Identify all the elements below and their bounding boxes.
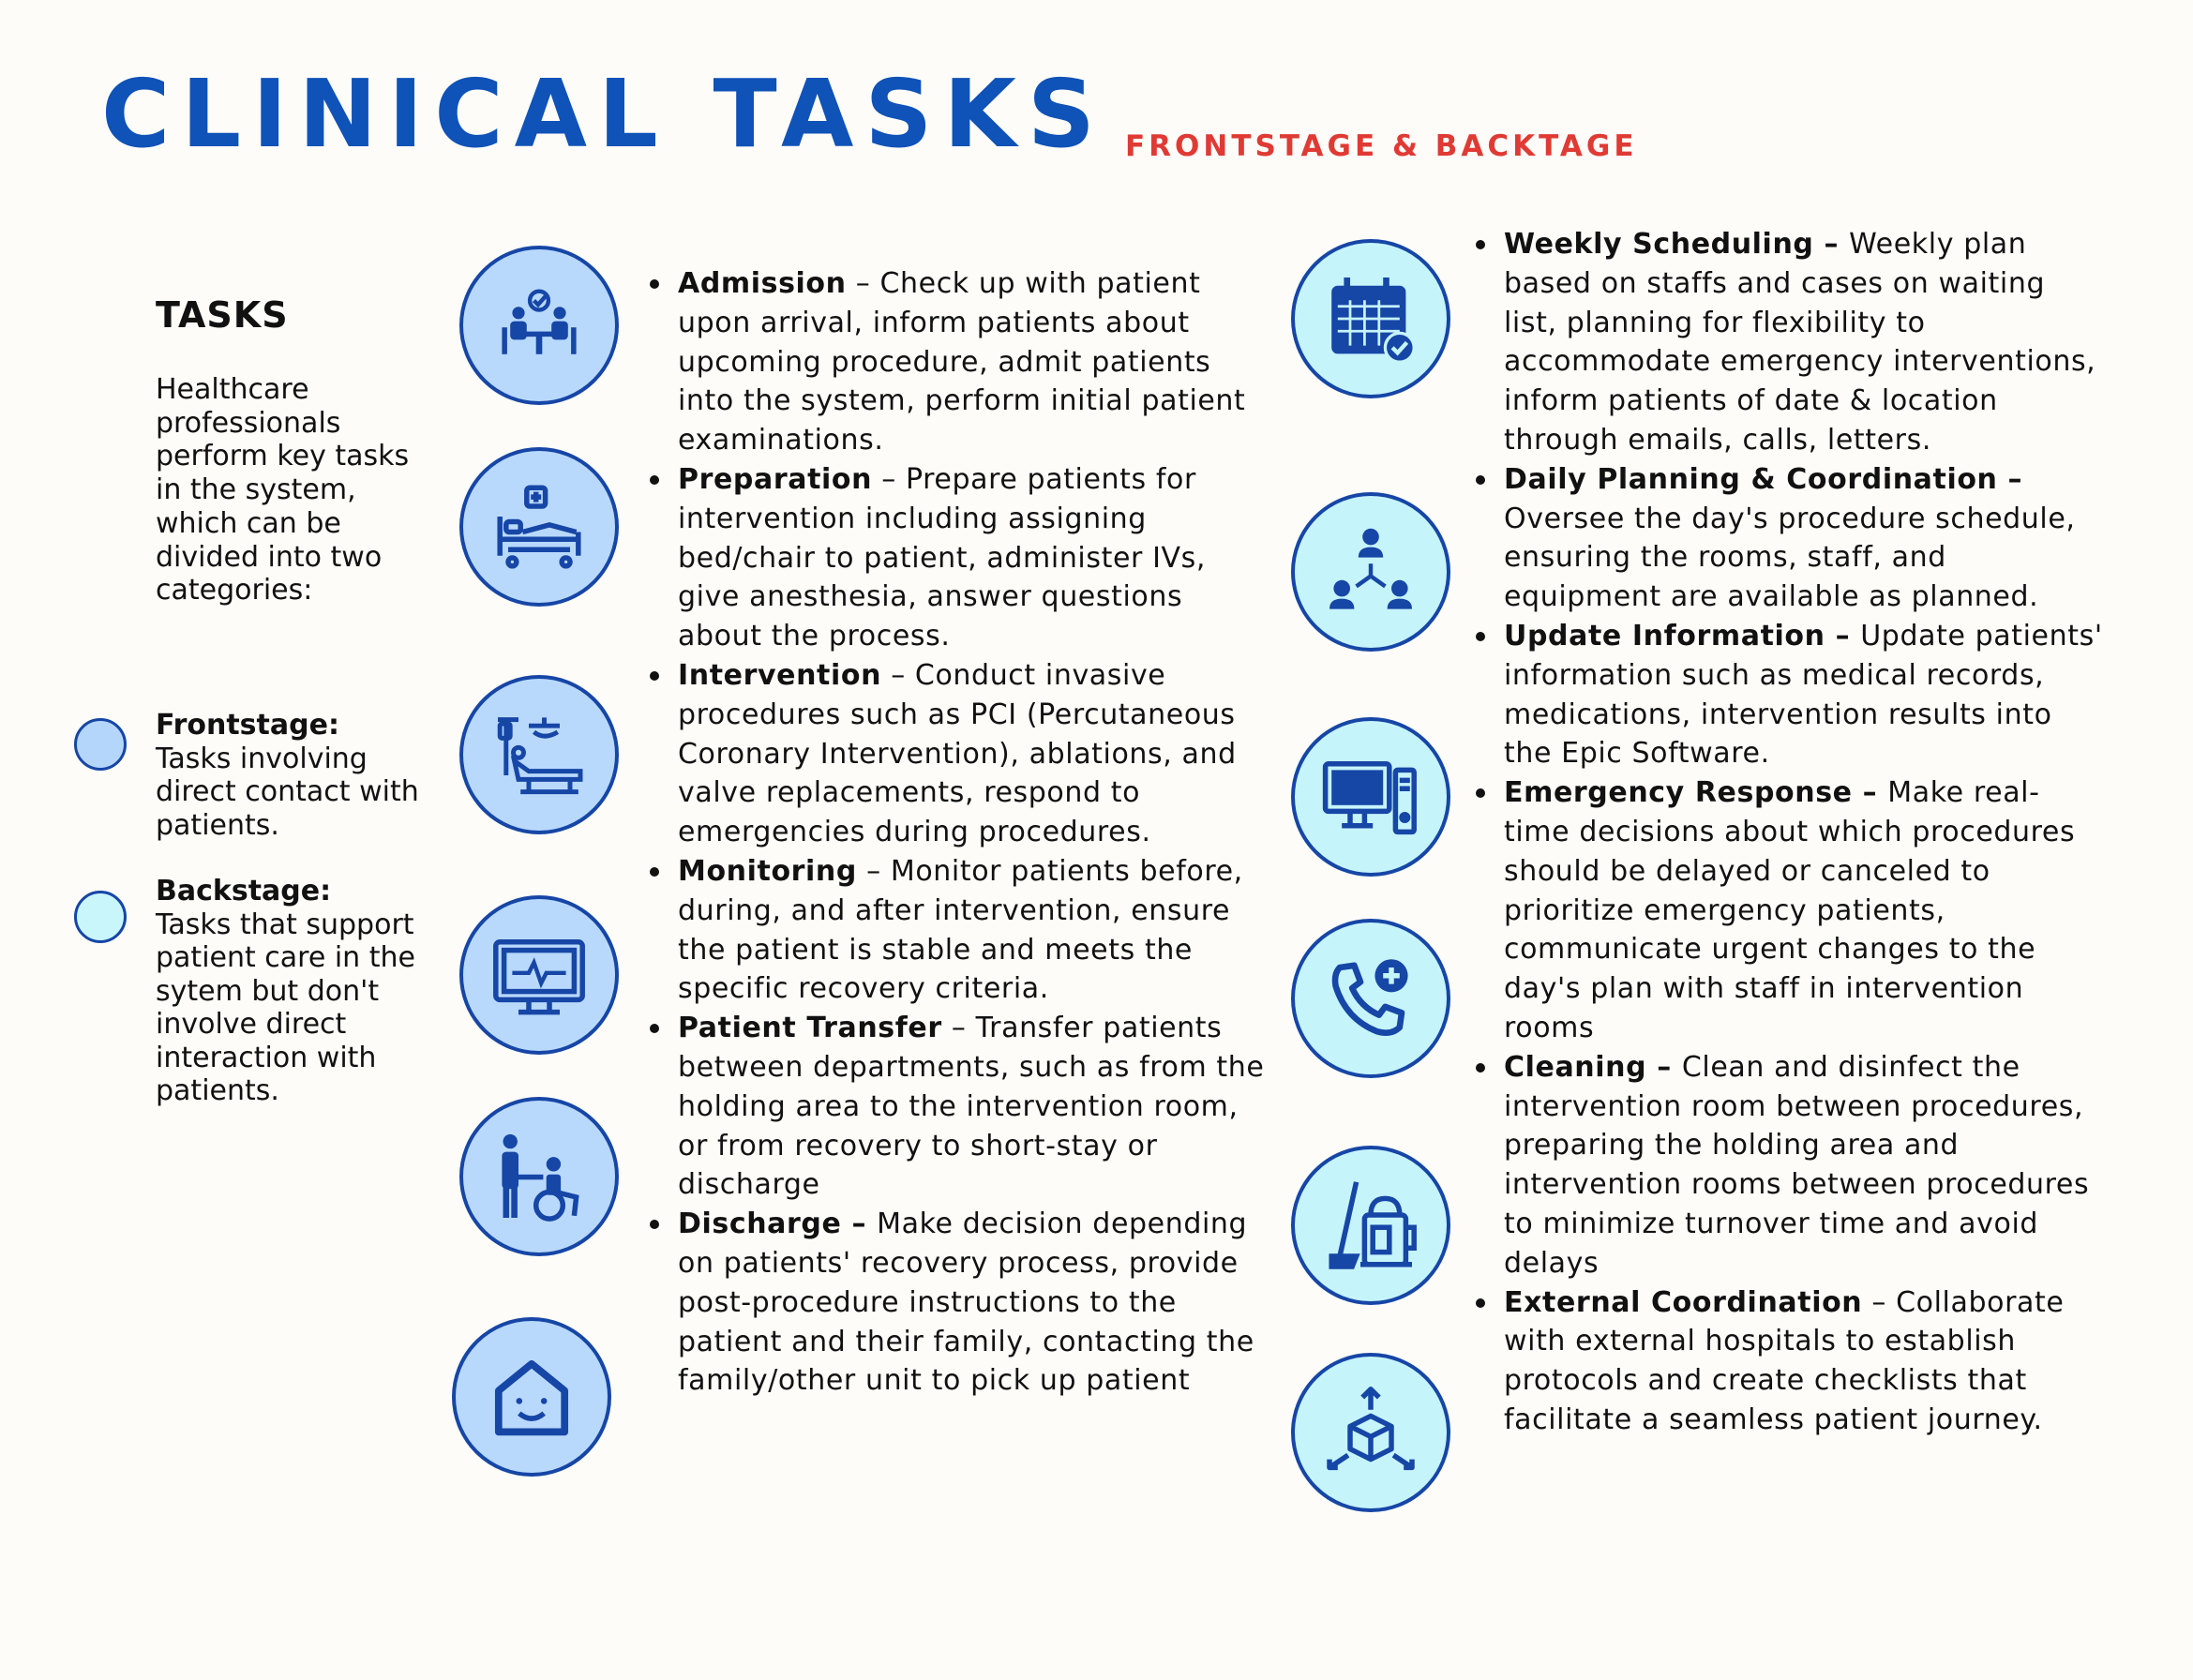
task-term: Patient Transfer <box>678 1012 942 1045</box>
happy-home-icon <box>452 1317 611 1477</box>
task-monitoring <box>678 852 1270 1009</box>
task-cleaning <box>1504 1048 2104 1283</box>
team-hierarchy-icon <box>1291 492 1450 652</box>
tasks-intro: Healthcare professionals perform key tasks in the system, which can be divided into two categories: <box>156 373 410 608</box>
task-term: Emergency Response – <box>1504 776 1888 810</box>
wheelchair-transfer-icon <box>459 1097 619 1256</box>
cleaning-supplies-icon <box>1291 1146 1450 1305</box>
backstage-legend-dot <box>74 891 127 943</box>
task-desc: Weekly plan based on staffs and cases on waiting list, planning for flexibility to accommodate emergency interventions, inform patients of date & location through emails, calls, letters. <box>1504 228 2096 457</box>
task-desc: – Transfer patients between departments, such as from the holding area to the intervention room, or from recovery to short-stay or discharge <box>678 1012 1265 1202</box>
task-term: Daily Planning & Coordination – <box>1504 462 2023 496</box>
frontstage-legend <box>156 709 428 842</box>
task-term: External Coordination <box>1504 1285 1863 1319</box>
task-discharge <box>678 1205 1270 1401</box>
task-term: Cleaning – <box>1504 1050 1682 1084</box>
emergency-call-icon <box>1291 919 1450 1078</box>
task-emergency-response <box>1504 773 2104 1048</box>
task-desc: – Prepare patients for intervention including assigning bed/chair to patient, administer IVs, give anesthesia, answer questions about the process. <box>678 462 1207 653</box>
page-subtitle: FRONTSTAGE & BACKTAGE <box>1125 129 1638 163</box>
task-daily-planning <box>1504 460 2104 617</box>
network-box-icon <box>1291 1353 1450 1512</box>
task-update-information <box>1504 617 2104 773</box>
task-patient-transfer <box>678 1009 1270 1205</box>
task-desc: Make real-time decisions about which procedures should be delayed or canceled to prioritize emergency patients, communicate urgent changes to the day's plan with staff in intervention rooms <box>1504 776 2076 1044</box>
operating-room-icon <box>459 675 619 834</box>
frontstage-legend-dot <box>74 718 127 771</box>
task-term: Discharge – <box>678 1208 878 1241</box>
page-title: CLINICAL TASKS <box>101 59 1106 169</box>
task-desc: Clean and disinfect the intervention room between procedures, preparing the holding area and intervention rooms between procedures to minimize turnover time and avoid delays <box>1504 1050 2090 1280</box>
task-desc: – Collaborate with external hospitals to establish protocols and create checklists that facilitate a seamless patient journey. <box>1504 1285 2065 1436</box>
backstage-task-list <box>1504 225 2104 1440</box>
task-term: Update Information – <box>1504 619 1861 652</box>
task-desc: Make decision depending on patients' recovery process, provide post-procedure instructions to the patient and their family, contacting the family/other unit to pick up patient <box>678 1208 1254 1398</box>
task-weekly-scheduling <box>1504 225 2104 460</box>
task-term: Weekly Scheduling – <box>1504 228 1850 261</box>
backstage-text: Tasks that support patient care in the sytem but don't involve direct interaction with patients. <box>156 908 415 1107</box>
task-term: Monitoring <box>678 854 857 888</box>
consultation-icon <box>459 246 619 405</box>
task-term: Preparation <box>678 462 873 496</box>
task-preparation <box>678 460 1270 656</box>
task-desc: – Check up with patient upon arrival, inform patients about upcoming procedure, admit patients into the system, perform initial patient examinations. <box>678 267 1246 458</box>
heart-monitor-icon <box>459 895 619 1055</box>
hospital-bed-icon <box>459 447 619 607</box>
task-intervention <box>678 656 1270 852</box>
backstage-label: Backstage: <box>156 875 332 908</box>
task-desc: Oversee the day's procedure schedule, ensuring the rooms, staff, and equipment are available as planned. <box>1504 502 2076 614</box>
task-desc: Update patients' information such as medical records, medications, intervention results into the Epic Software. <box>1504 619 2103 771</box>
frontstage-task-list <box>678 264 1270 1401</box>
desktop-computer-icon <box>1291 717 1450 877</box>
frontstage-label: Frontstage: <box>156 709 339 742</box>
backstage-legend <box>156 875 437 1108</box>
task-external-coordination <box>1504 1283 2104 1440</box>
calendar-check-icon <box>1291 239 1450 398</box>
tasks-heading: TASKS <box>156 294 289 336</box>
task-term: Admission <box>678 267 847 300</box>
task-desc: – Monitor patients before, during, and after intervention, ensure the patient is stable and meets the specific recovery criteria. <box>678 854 1243 1006</box>
task-term: Intervention <box>678 658 882 692</box>
frontstage-text: Tasks involving direct contact with patients. <box>156 742 419 842</box>
task-desc: – Conduct invasive procedures such as PCI (Percutaneous Coronary Intervention), ablations, and valve replacements, respond to emergencies during procedures. <box>678 658 1237 849</box>
task-admission <box>678 264 1270 460</box>
